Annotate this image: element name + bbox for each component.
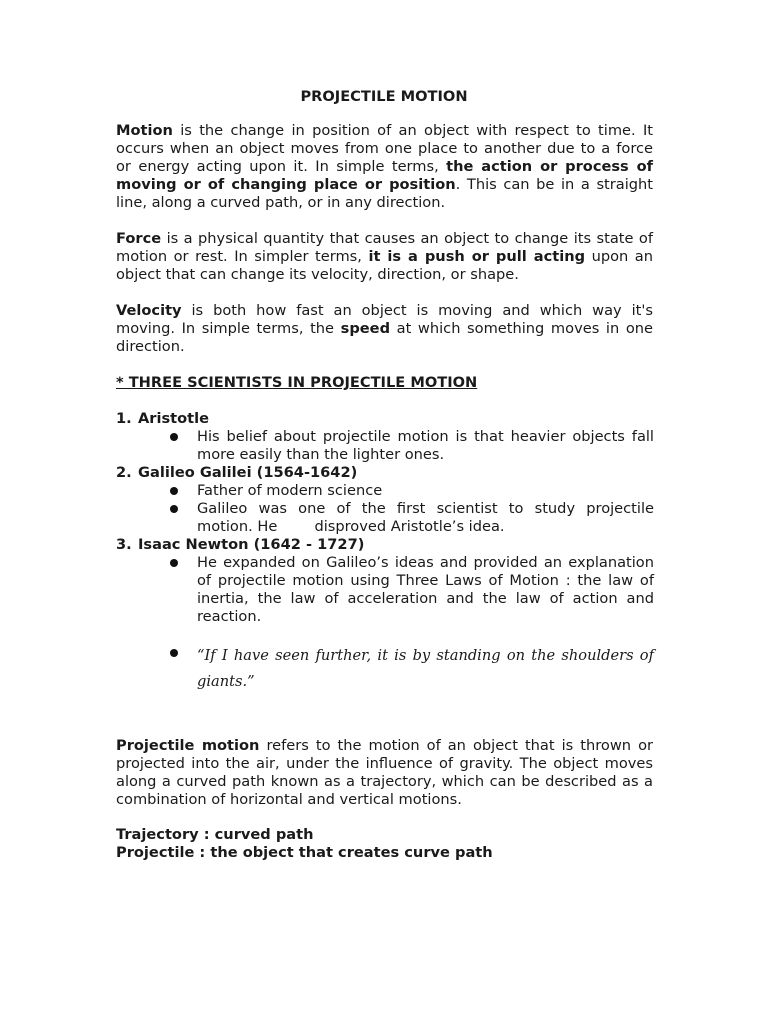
bullet-text: His belief about projectile motion is that heavier objects fall more easily than the lighter ones. xyxy=(197,428,654,463)
motion-text-1: is the change in position of an object with respect to time. It occurs when an object moves from one place to another due to a force or energy acting upon it. In simple terms, xyxy=(116,122,653,175)
velocity-text-2: at which something moves in one direction. xyxy=(116,320,653,355)
projectile-text: refers to the motion of an object that is thrown or projected into the air, under the influence of gravity. The object moves along a curved path known as a trajectory, which can be described as a combination of horizontal and vertical motions. xyxy=(116,737,654,808)
bullet-dot-icon xyxy=(170,649,178,657)
definition-trajectory: Trajectory : curved path xyxy=(116,826,314,843)
bullet-item xyxy=(170,482,654,500)
scientist-number: 2. xyxy=(116,464,132,481)
scientist-name: Aristotle xyxy=(138,410,210,427)
bullet-text: Father of modern science xyxy=(197,482,383,499)
scientist-name: Galileo Galilei (1564-1642) xyxy=(138,464,358,481)
motion-bold-phrase: the action or process of moving or of changing place or position xyxy=(116,158,653,193)
term-velocity: Velocity xyxy=(116,302,182,319)
paragraph-motion xyxy=(116,122,653,212)
bullet-item xyxy=(170,428,654,464)
scientist-heading-aristotle xyxy=(116,410,209,428)
bullet-dot-icon xyxy=(170,559,178,567)
scientist-heading-galileo xyxy=(116,464,357,482)
term-motion: Motion xyxy=(116,122,173,139)
term-projectile-motion: Projectile motion xyxy=(116,737,260,754)
paragraph-force xyxy=(116,230,653,284)
bullet-text: Galileo was one of the first scientist to study projectile motion. He disproved Aristotle’s idea. xyxy=(197,500,659,535)
term-force: Force xyxy=(116,230,162,247)
force-bold-phrase: it is a push or pull acting xyxy=(368,248,586,265)
scientist-name: Isaac Newton (1642 - 1727) xyxy=(138,536,365,553)
velocity-bold-phrase: speed xyxy=(340,320,391,337)
force-text-1: is a physical quantity that causes an object to change its state of motion or rest. In simpler terms, xyxy=(116,230,653,265)
bullet-dot-icon xyxy=(170,487,178,495)
paragraph-projectile-motion xyxy=(116,737,653,809)
newton-quote xyxy=(170,643,654,695)
scientist-number: 3. xyxy=(116,536,132,553)
paragraph-velocity xyxy=(116,302,653,356)
definition-projectile: Projectile : the object that creates curve path xyxy=(116,844,493,861)
bullet-item xyxy=(170,554,654,626)
scientist-heading-newton xyxy=(116,536,364,554)
bullet-dot-icon xyxy=(170,505,178,513)
bullet-item xyxy=(170,500,659,536)
section-heading-scientists: * THREE SCIENTISTS IN PROJECTILE MOTION xyxy=(116,374,478,391)
bullet-dot-icon xyxy=(170,433,178,441)
page-title: PROJECTILE MOTION xyxy=(300,88,468,105)
scientist-number: 1. xyxy=(116,410,132,427)
force-text-2: upon an object that can change its velocity, direction, or shape. xyxy=(116,248,653,283)
bullet-text: He expanded on Galileo’s ideas and provided an explanation of projectile motion using Three Laws of Motion : the law of inertia, the law of acceleration and the law of action and reaction. xyxy=(197,554,654,625)
motion-text-2: . This can be in a straight line, along a curved path, or in any direction. xyxy=(116,176,654,211)
quote-text: “If I have seen further, it is by standing on the shoulders of giants.” xyxy=(197,647,654,690)
velocity-text-1: is both how fast an object is moving and which way it's moving. In simple terms, the xyxy=(116,302,653,337)
